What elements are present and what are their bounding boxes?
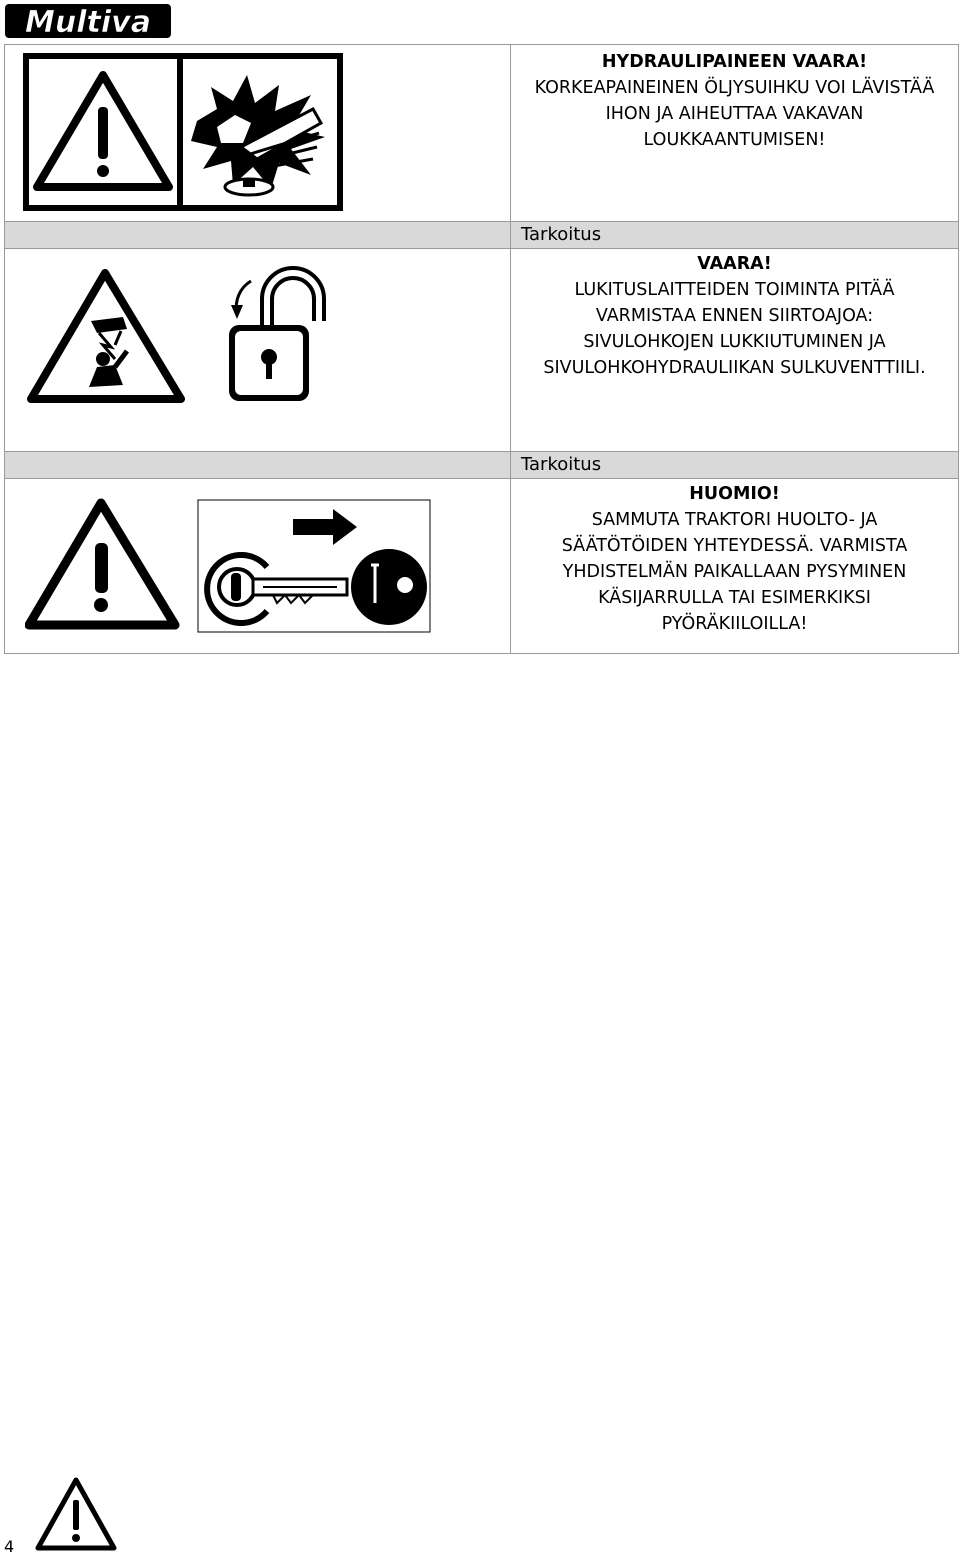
section-text xyxy=(511,249,959,452)
safety-labels-table xyxy=(4,44,959,654)
section-row xyxy=(5,479,959,654)
section-line: PYÖRÄKIILOILLA! xyxy=(661,614,808,634)
section-header-row xyxy=(5,222,959,249)
section-text xyxy=(511,479,959,654)
section-pictograms xyxy=(5,249,511,452)
page-number: 4 xyxy=(4,1537,15,1556)
section-title: VAARA! xyxy=(697,254,772,274)
header-blank xyxy=(5,452,511,479)
section-line: VARMISTAA ENNEN SIIRTOAJOA: xyxy=(595,306,874,326)
open-padlock-icon xyxy=(217,261,337,411)
header-blank xyxy=(5,222,511,249)
section-line: SAMMUTA TRAKTORI HUOLTO- JA xyxy=(591,510,878,530)
section-title: HYDRAULIPAINEEN VAARA! xyxy=(601,52,868,72)
section-row xyxy=(5,249,959,452)
section-line: SIVULOHKOJEN LUKKIUTUMINEN JA xyxy=(583,332,886,352)
ignition-key-icon xyxy=(197,499,431,633)
section-header-row xyxy=(5,452,959,479)
warning-triangle-icon xyxy=(25,497,185,633)
section-line: LOUKKAANTUMISEN! xyxy=(643,130,826,150)
warning-triangle-icon xyxy=(34,1476,118,1552)
section-label: Tarkoitus xyxy=(511,222,959,249)
section-row xyxy=(5,45,959,222)
section-line: SÄÄTÖTÖIDEN YHTEYDESSÄ. VARMISTA xyxy=(561,536,908,556)
section-text xyxy=(511,45,959,222)
section-pictograms xyxy=(5,479,511,654)
falling-object-warning-icon xyxy=(27,267,197,407)
section-line: LUKITUSLAITTEIDEN TOIMINTA PITÄÄ xyxy=(574,280,895,300)
section-pictograms xyxy=(5,45,511,222)
hydraulic-warning-pictogram xyxy=(21,51,351,217)
section-line: SIVULOHKOHYDRAULIIKAN SULKUVENTTIILI. xyxy=(543,358,926,378)
section-line: IHON JA AIHEUTTAA VAKAVAN xyxy=(605,104,864,124)
section-line: YHDISTELMÄN PAIKALLAAN PYSYMINEN xyxy=(562,562,907,582)
section-label: Tarkoitus xyxy=(511,452,959,479)
section-line: KORKEAPAINEINEN ÖLJYSUIHKU VOI LÄVISTÄÄ xyxy=(534,78,935,98)
section-title: HUOMIO! xyxy=(689,484,780,504)
logo-text: Multiva xyxy=(25,5,151,40)
section-line: KÄSIJARRULLA TAI ESIMERKIKSI xyxy=(598,588,871,608)
multiva-logo xyxy=(4,2,174,42)
